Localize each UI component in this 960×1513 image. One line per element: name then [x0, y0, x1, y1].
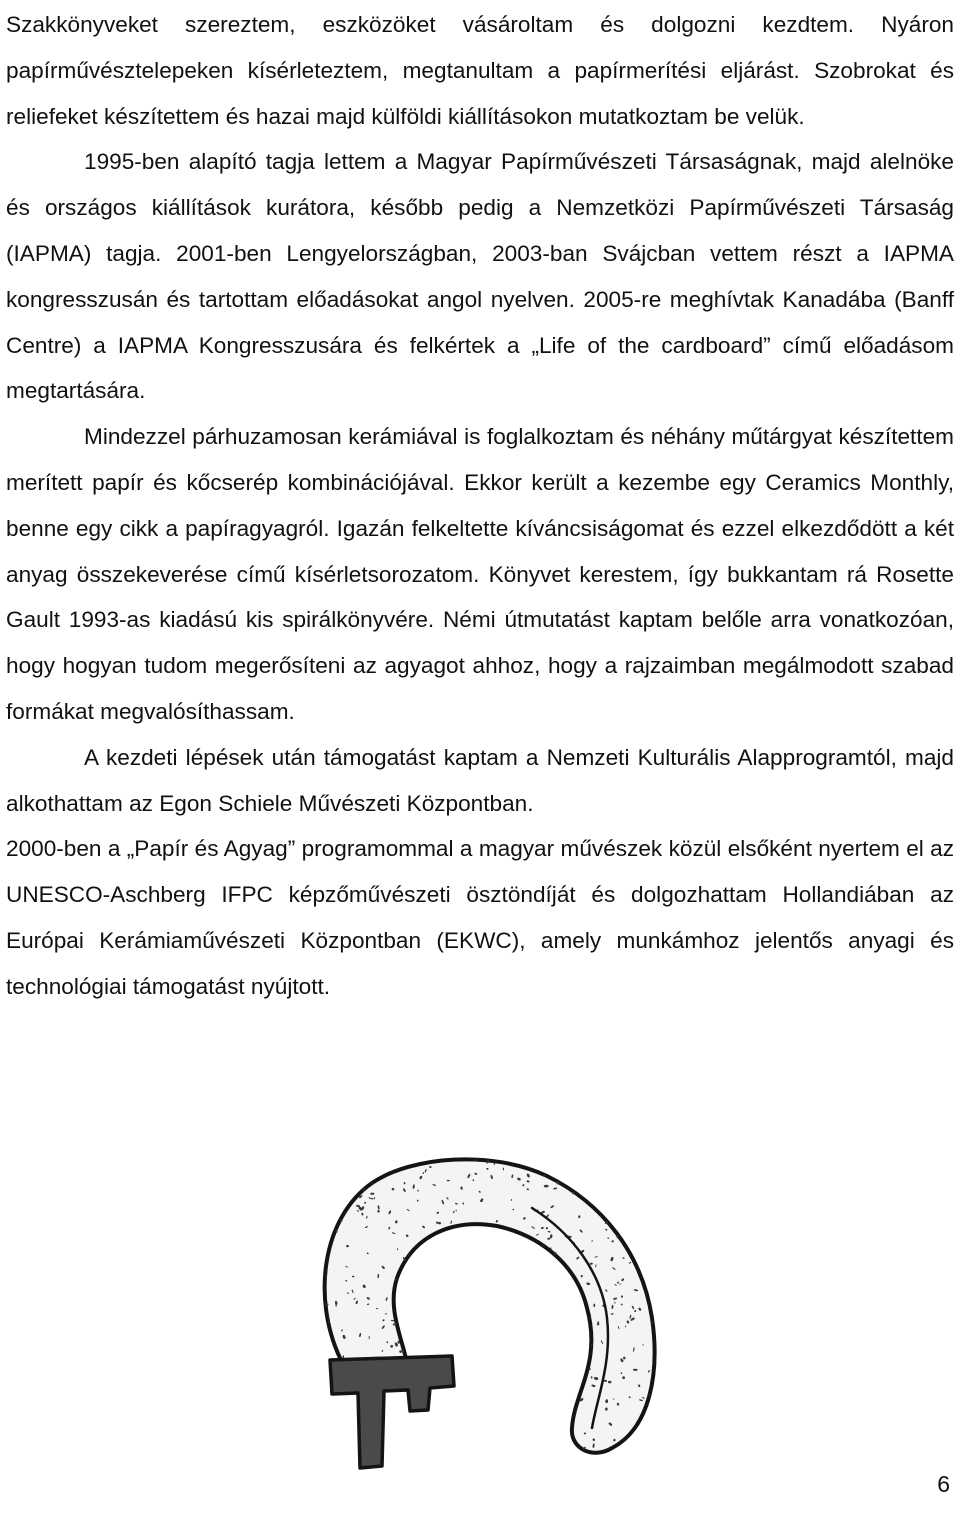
speckle-dot — [525, 1457, 528, 1458]
speckle-dot — [655, 1232, 658, 1235]
speckle-dot — [564, 1277, 567, 1280]
speckle-dot — [483, 1231, 487, 1233]
speckle-dot — [524, 1318, 526, 1322]
speckle-dot — [351, 1156, 354, 1159]
speckle-dot — [470, 1272, 475, 1277]
speckle-dot — [581, 1333, 583, 1335]
speckle-dot — [494, 1313, 496, 1317]
speckle-dot — [560, 1444, 563, 1448]
speckle-dot — [564, 1272, 569, 1277]
speckle-dot — [572, 1378, 574, 1380]
speckle-dot — [411, 1288, 413, 1291]
speckle-dot — [493, 1283, 497, 1286]
paragraph-5: 2000-ben a „Papír és Agyag” programommal a magyar művészek közül elsőként nyertem el az UNESCO-Aschberg IFPC képzőművészeti ösztöndíját és dolgozhattam Hollandiában az Európai Kerámiaművészeti Központban (EKWC), amely munkámhoz jelentős anyagi és technológiai támogatást nyújtott. — [6, 836, 954, 999]
speckle-dot — [583, 1315, 585, 1318]
speckle-dot — [473, 1153, 476, 1156]
speckle-dot — [504, 1294, 507, 1297]
speckle-dot — [423, 1339, 426, 1342]
speckle-dot — [535, 1379, 537, 1381]
speckle-dot — [657, 1352, 660, 1355]
speckle-dot — [544, 1378, 547, 1382]
speckle-dot — [455, 1314, 458, 1319]
speckle-dot — [654, 1153, 656, 1155]
speckle-dot — [475, 1416, 477, 1418]
speckle-dot — [335, 1154, 340, 1158]
speckle-dot — [418, 1272, 422, 1276]
speckle-dot — [345, 1194, 349, 1198]
speckle-dot — [413, 1349, 417, 1351]
speckle-dot — [560, 1332, 562, 1334]
speckle-dot — [540, 1327, 542, 1331]
speckle-dot — [568, 1411, 571, 1416]
speckle-dot — [484, 1276, 488, 1280]
speckle-dot — [526, 1310, 530, 1313]
speckle-dot — [535, 1161, 537, 1164]
speckle-dot — [657, 1281, 662, 1285]
speckle-dot — [554, 1366, 558, 1370]
speckle-dot — [501, 1318, 504, 1323]
speckle-dot — [472, 1334, 477, 1337]
speckle-dot — [528, 1412, 533, 1415]
speckle-dot — [320, 1379, 323, 1382]
speckle-dot — [567, 1370, 570, 1373]
speckle-dot — [568, 1284, 572, 1286]
speckle-dot — [572, 1312, 575, 1316]
speckle-dot — [449, 1427, 453, 1431]
speckle-dot — [352, 1448, 356, 1450]
speckle-dot — [425, 1273, 427, 1275]
speckle-dot — [467, 1314, 469, 1316]
speckle-dot — [320, 1191, 323, 1194]
speckle-dot — [405, 1341, 407, 1343]
speckle-dot — [504, 1389, 509, 1394]
speckle-dot — [438, 1453, 442, 1455]
speckle-dot — [549, 1261, 552, 1265]
speckle-dot — [343, 1169, 348, 1174]
speckle-dot — [346, 1166, 349, 1170]
speckle-dot — [573, 1360, 575, 1363]
speckle-dot — [441, 1339, 443, 1341]
speckle-dot — [655, 1161, 659, 1166]
speckle-dot — [550, 1397, 553, 1400]
speckle-dot — [528, 1380, 532, 1383]
speckle-dot — [438, 1274, 443, 1278]
speckle-dot — [642, 1222, 644, 1226]
speckle-dot — [490, 1444, 492, 1447]
speckle-dot — [562, 1368, 567, 1373]
speckle-dot — [435, 1435, 437, 1437]
speckle-dot — [317, 1382, 322, 1386]
speckle-dot — [642, 1251, 646, 1255]
speckle-dot — [516, 1268, 521, 1270]
speckle-dot — [661, 1156, 663, 1158]
speckle-dot — [540, 1323, 543, 1326]
speckle-dot — [523, 1303, 525, 1305]
speckle-dot — [322, 1455, 325, 1457]
speckle-dot — [482, 1331, 484, 1333]
speckle-dot — [459, 1403, 461, 1407]
speckle-dot — [426, 1431, 429, 1433]
speckle-dot — [545, 1162, 549, 1166]
speckle-dot — [478, 1315, 481, 1319]
speckle-dot — [457, 1270, 459, 1272]
speckle-dot — [547, 1340, 551, 1345]
speckle-dot — [452, 1405, 454, 1408]
speckle-dot — [514, 1334, 518, 1339]
speckle-dot — [597, 1321, 599, 1323]
speckle-dot — [647, 1184, 650, 1187]
speckle-dot — [471, 1453, 474, 1456]
paragraph-1: Szakkönyveket szereztem, eszközöket vásároltam és dolgozni kezdtem. Nyáron papírművésztelepeken kísérleteztem, megtanultam a papírmerítési eljárást. Szobrokat és reliefeket készítettem és hazai majd külföldi kiállításokon mutatkoztam be velük. — [6, 12, 954, 129]
speckle-dot — [605, 1177, 607, 1179]
speckle-dot — [605, 1160, 608, 1163]
speckle-dot — [438, 1394, 443, 1399]
speckle-dot — [402, 1299, 404, 1301]
speckle-dot — [502, 1320, 507, 1323]
speckle-dot — [448, 1393, 451, 1397]
speckle-dot — [575, 1452, 579, 1455]
speckle-dot — [656, 1278, 659, 1282]
speckle-dot — [485, 1323, 487, 1325]
body-text — [6, 2, 954, 1010]
speckle-dot — [648, 1154, 652, 1158]
speckle-dot — [437, 1258, 440, 1261]
speckle-dot — [504, 1422, 507, 1425]
speckle-dot — [413, 1151, 417, 1155]
speckle-dot — [415, 1340, 419, 1344]
speckle-dot — [348, 1192, 350, 1195]
speckle-dot — [588, 1454, 590, 1456]
speckle-dot — [345, 1189, 349, 1190]
speckle-dot — [395, 1154, 399, 1157]
speckle-dot — [352, 1189, 355, 1193]
speckle-dot — [434, 1272, 437, 1274]
speckle-dot — [498, 1280, 501, 1283]
speckle-dot — [499, 1437, 502, 1440]
speckle-dot — [454, 1392, 457, 1396]
speckle-dot — [557, 1284, 560, 1287]
speckle-dot — [657, 1367, 659, 1371]
speckle-dot — [526, 1433, 529, 1436]
speckle-dot — [621, 1204, 626, 1206]
speckle-dot — [658, 1404, 661, 1408]
speckle-dot — [359, 1155, 360, 1159]
speckle-dot — [339, 1453, 341, 1455]
speckle-dot — [327, 1219, 329, 1224]
speckle-dot — [527, 1255, 529, 1257]
speckle-dot — [461, 1341, 464, 1344]
speckle-dot — [552, 1344, 556, 1346]
speckle-dot — [538, 1438, 541, 1441]
speckle-dot — [370, 1193, 374, 1195]
speckle-dot — [326, 1346, 329, 1351]
speckle-dot — [340, 1397, 343, 1400]
speckle-dot — [648, 1226, 652, 1231]
speckle-dot — [492, 1453, 494, 1455]
speckle-dot — [576, 1372, 580, 1375]
speckle-dot — [344, 1173, 346, 1175]
speckle-dot — [518, 1385, 522, 1388]
speckle-dot — [484, 1394, 487, 1397]
speckle-dot — [316, 1248, 319, 1251]
speckle-dot — [491, 1405, 493, 1408]
speckle-dot — [496, 1329, 499, 1332]
speckle-dot — [414, 1429, 418, 1432]
speckle-dot — [501, 1449, 503, 1451]
paragraph-3: Mindezzel párhuzamosan kerámiával is foglalkoztam és néhány műtárgyat készítettem merített papír és kőcserép kombinációjával. Ekkor került a kezembe egy Ceramics Monthly, benne egy cikk a papíragyagról. Igazán felkeltette kíváncsiságomat és ezzel elkezdődött a két anyag összekeverése című kísérletsorozatom. Könyvet kerestem, így bukkantam rá Rosette Gault 1993-as kiadású kis spirálkönyvére. Némi útmutatást kaptam belőle arra vonatkozóan, hogy hogyan tudom megerősíteni az agyagot ahhoz, hogy a rajzaimban megálmodott szabad formákat megvalósíthassam. — [6, 424, 954, 724]
paragraph-2: 1995-ben alapító tagja lettem a Magyar Papírművészeti Társaságnak, majd alelnöke és országos kiállítások kurátora, később pedig a Nemzetközi Papírművészeti Társaság (IAPMA) tagja. 2001-ben Lengyelországban, 2003-ban Svájcban vettem részt a IAPMA kongresszusán és tartottam előadásokat angol nyelven. 2005-re meghívtak Kanadába (Banff Centre) a IAPMA Kongresszusára és felkértek a „Life of the cardboard” című előadásom megtartására. — [6, 149, 954, 404]
speckle-dot — [629, 1193, 631, 1196]
speckle-dot — [410, 1332, 412, 1334]
speckle-dot — [636, 1161, 641, 1166]
speckle-dot — [521, 1269, 524, 1274]
speckle-dot — [322, 1202, 325, 1206]
speckle-dot — [484, 1292, 486, 1295]
speckle-dot — [497, 1393, 502, 1397]
speckle-dot — [487, 1436, 490, 1440]
speckle-dot — [419, 1308, 422, 1311]
speckle-dot — [400, 1397, 402, 1399]
speckle-dot — [557, 1390, 560, 1393]
speckle-dot — [473, 1179, 474, 1181]
speckle-dot — [458, 1246, 460, 1250]
speckle-dot — [660, 1219, 663, 1222]
speckle-dot — [525, 1353, 527, 1356]
speckle-dot — [326, 1235, 329, 1238]
speckle-dot — [422, 1344, 425, 1346]
speckle-dot — [516, 1386, 521, 1391]
speckle-dot — [459, 1246, 463, 1249]
speckle-dot — [523, 1160, 526, 1163]
speckle-dot — [618, 1203, 620, 1206]
speckle-dot — [329, 1210, 332, 1214]
speckle-dot — [491, 1280, 495, 1283]
speckle-dot — [545, 1432, 547, 1434]
speckle-dot — [508, 1325, 511, 1328]
speckle-dot — [430, 1435, 433, 1438]
speckle-dot — [653, 1206, 656, 1209]
speckle-dot — [427, 1412, 429, 1415]
speckle-dot — [589, 1156, 593, 1160]
speckle-dot — [603, 1207, 606, 1210]
page-number: 6 — [937, 1471, 950, 1497]
speckle-dot — [465, 1450, 470, 1452]
speckle-dot — [559, 1287, 562, 1291]
speckle-dot — [418, 1263, 421, 1266]
speckle-dot — [409, 1451, 412, 1455]
speckle-dot — [437, 1442, 441, 1446]
speckle-dot — [419, 1441, 422, 1445]
sculpture-drawing — [302, 1148, 672, 1488]
paragraph-4: A kezdeti lépések után támogatást kaptam a Nemzeti Kulturális Alapprogramtól, majd alkothattam az Egon Schiele Művészeti Központban. — [6, 744, 954, 816]
speckle-dot — [560, 1156, 562, 1159]
speckle-dot — [475, 1402, 478, 1406]
speckle-dot — [316, 1298, 319, 1301]
speckle-dot — [598, 1185, 600, 1188]
speckle-dot — [348, 1441, 351, 1444]
speckle-dot — [544, 1185, 549, 1188]
speckle-dot — [633, 1203, 636, 1206]
speckle-dot — [480, 1290, 481, 1292]
speckle-dot — [487, 1428, 491, 1430]
speckle-dot — [508, 1359, 511, 1363]
speckle-dot — [444, 1417, 449, 1421]
speckle-dot — [375, 1166, 380, 1170]
speckle-dot — [559, 1279, 563, 1283]
speckle-dot — [428, 1432, 431, 1434]
speckle-dot — [475, 1390, 479, 1393]
speckle-dot — [566, 1277, 569, 1280]
speckle-dot — [596, 1168, 599, 1172]
speckle-dot — [542, 1154, 544, 1156]
speckle-dot — [410, 1444, 412, 1447]
speckle-dot — [471, 1377, 475, 1381]
speckle-dot — [472, 1284, 476, 1286]
speckle-dot — [549, 1435, 551, 1438]
speckle-dot — [631, 1187, 635, 1190]
speckle-dot — [395, 1406, 397, 1408]
speckle-dot — [634, 1443, 636, 1447]
speckle-dot — [416, 1441, 419, 1445]
speckle-dot — [447, 1180, 450, 1181]
speckle-dot — [649, 1433, 653, 1438]
speckle-dot — [561, 1434, 563, 1437]
speckle-dot — [444, 1232, 449, 1234]
speckle-dot — [562, 1285, 565, 1287]
speckle-dot — [436, 1256, 440, 1261]
speckle-dot — [329, 1189, 333, 1193]
speckle-dot — [581, 1374, 584, 1376]
speckle-dot — [437, 1249, 440, 1252]
speckle-dot — [520, 1256, 522, 1260]
speckle-dot — [469, 1443, 471, 1445]
speckle-dot — [373, 1151, 375, 1155]
speckle-dot — [490, 1350, 494, 1354]
speckle-dot — [640, 1198, 643, 1199]
speckle-dot — [434, 1328, 437, 1331]
speckle-dot — [578, 1351, 580, 1353]
speckle-dot — [412, 1418, 415, 1420]
speckle-dot — [518, 1354, 521, 1355]
speckle-dot — [451, 1258, 454, 1261]
speckle-dot — [561, 1343, 564, 1346]
speckle-dot — [482, 1401, 484, 1403]
speckle-dot — [559, 1387, 564, 1391]
sculpture-base — [330, 1356, 454, 1468]
speckle-dot — [655, 1379, 660, 1382]
speckle-dot — [546, 1260, 550, 1263]
speckle-dot — [569, 1449, 572, 1451]
speckle-dot — [426, 1338, 431, 1343]
speckle-dot — [448, 1393, 451, 1396]
speckle-dot — [642, 1243, 646, 1248]
speckle-dot — [549, 1317, 551, 1320]
speckle-dot — [583, 1317, 586, 1319]
speckle-dot — [443, 1267, 446, 1269]
speckle-dot — [489, 1345, 492, 1347]
speckle-dot — [478, 1263, 481, 1266]
speckle-dot — [352, 1191, 356, 1195]
speckle-dot — [548, 1346, 550, 1348]
speckle-dot — [412, 1257, 414, 1259]
speckle-dot — [496, 1448, 499, 1450]
speckle-dot — [318, 1261, 322, 1264]
speckle-dot — [657, 1290, 659, 1295]
speckle-dot — [522, 1286, 525, 1289]
speckle-dot — [641, 1179, 644, 1181]
speckle-dot — [482, 1154, 485, 1157]
speckle-dot — [319, 1400, 323, 1403]
speckle-dot — [645, 1250, 647, 1253]
speckle-dot — [402, 1275, 405, 1277]
speckle-dot — [420, 1301, 422, 1304]
speckle-dot — [326, 1160, 330, 1164]
speckle-dot — [329, 1430, 334, 1431]
speckle-dot — [474, 1434, 477, 1437]
speckle-dot — [328, 1161, 332, 1166]
speckle-dot — [648, 1224, 652, 1227]
speckle-dot — [491, 1456, 495, 1459]
speckle-dot — [493, 1323, 497, 1327]
speckle-dot — [444, 1313, 447, 1316]
speckle-dot — [525, 1423, 527, 1426]
speckle-dot — [378, 1168, 383, 1171]
